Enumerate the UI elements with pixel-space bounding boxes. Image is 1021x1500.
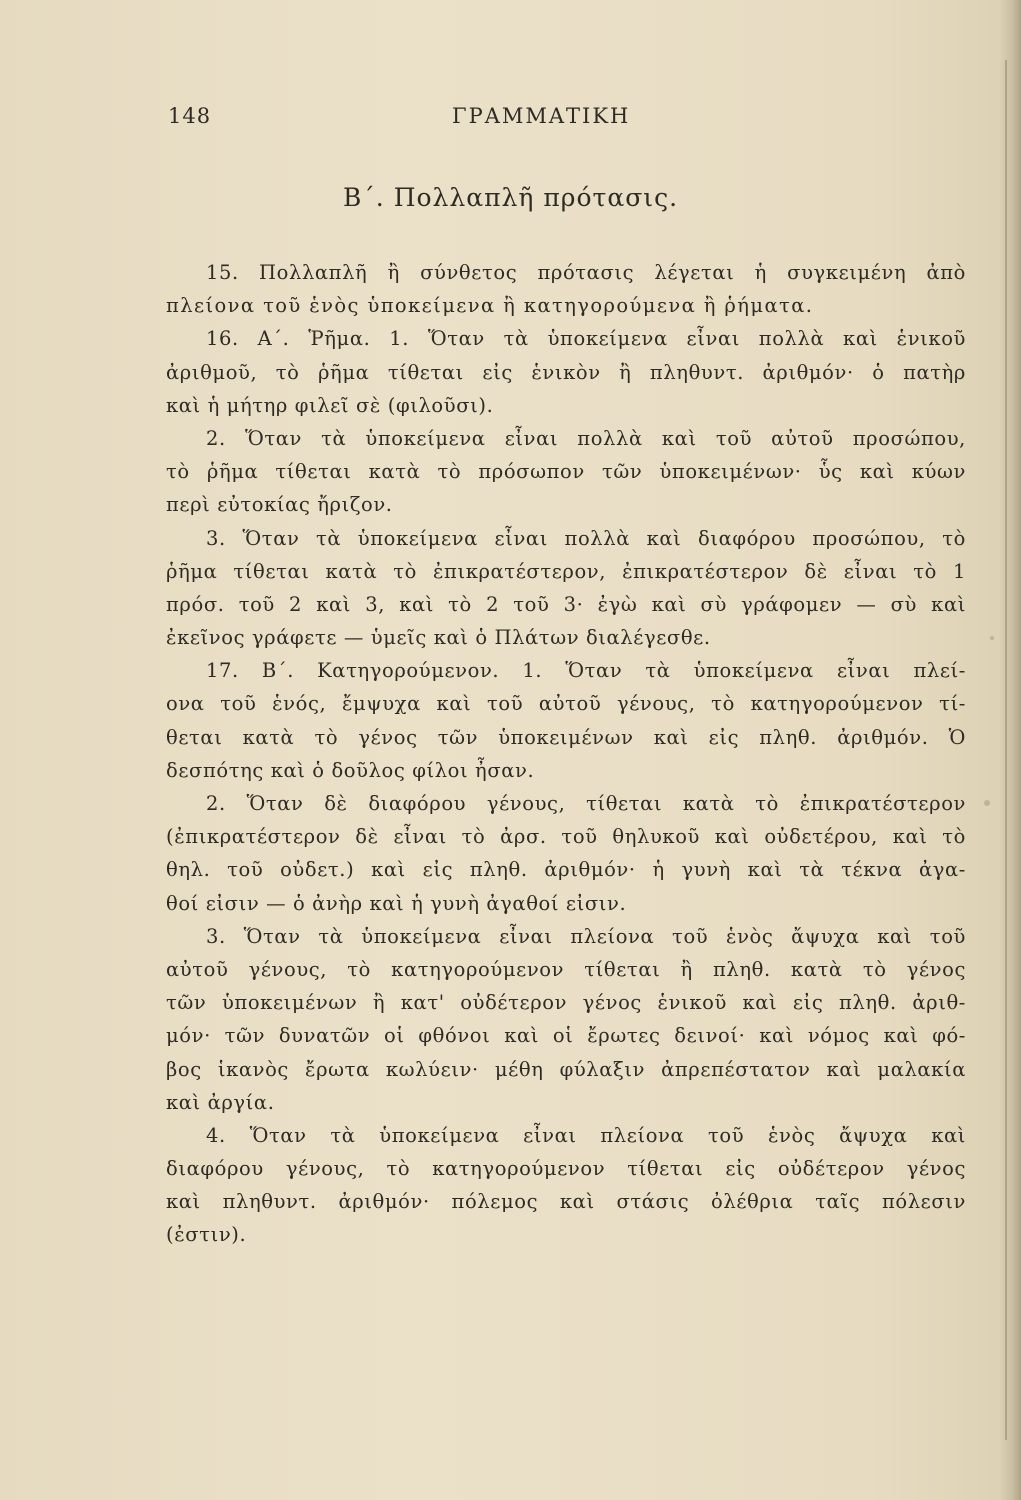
page-edge-shadow [999, 0, 1021, 1500]
section-title: Β΄. Πολλαπλῆ πρότασις. [342, 183, 679, 212]
page-spot [990, 636, 994, 640]
page-header [0, 104, 1021, 134]
text-line: ῥῆμα τίθεται κατὰ τὸ ἐπικρατέστερον, ἐπικρατέστερον δὲ εἶναι τὸ 1 [166, 559, 966, 583]
text-line: ἐκεῖνος γράφετε — ὑμεῖς καὶ ὁ Πλάτων διαλέγεσθε. [166, 626, 711, 650]
text-line: πρόσ. τοῦ 2 καὶ 3, καὶ τὸ 2 τοῦ 3· ἐγὼ καὶ σὺ γράφομεν — σὺ καὶ [166, 592, 966, 616]
text-line: 15. Πολλαπλῆ ἢ σύνθετος πρότασις λέγεται ἡ συγκειμένη ἀπὸ [206, 261, 966, 284]
text-line: καὶ ἡ μήτηρ φιλεῖ σὲ (φιλοῦσι). [166, 393, 494, 417]
text-line: καὶ πληθυντ. ἀριθμόν· πόλεμος καὶ στάσις ὀλέθρια ταῖς πόλεσιν [166, 1190, 966, 1214]
text-line: περὶ εὐτοκίας ἤριζον. [166, 493, 393, 517]
body-text [166, 256, 966, 1252]
text-line: (ἐστιν). [166, 1223, 247, 1247]
text-line: 2. Ὅταν δὲ διαφόρου γένους, τίθεται κατὰ τὸ ἐπικρατέστερον [206, 792, 966, 815]
page-spot [984, 800, 990, 806]
text-line: 2. Ὅταν τὰ ὑποκείμενα εἶναι πολλὰ καὶ τοῦ αὐτοῦ προσώπου, [206, 426, 966, 450]
text-line: θεται κατὰ τὸ γένος τῶν ὑποκειμένων καὶ εἰς πληθ. ἀριθμόν. Ὁ [166, 725, 966, 749]
text-line: 16. Α΄. Ῥῆμα. 1. Ὅταν τὰ ὑποκείμενα εἶναι πολλὰ καὶ ἑνικοῦ [206, 327, 966, 351]
text-line: αὐτοῦ γένους, τὸ κατηγορούμενον τίθεται ἢ πληθ. κατὰ τὸ γένος [166, 957, 966, 981]
corner-mark [0, 0, 30, 14]
text-line: καὶ ἀργία. [166, 1090, 275, 1114]
page-edge-line [1005, 60, 1007, 1440]
text-line: δεσπότης καὶ ὁ δοῦλος φίλοι ἦσαν. [166, 758, 535, 782]
text-line: θηλ. τοῦ οὐδετ.) καὶ εἰς πληθ. ἀριθμόν· ἡ γυνὴ καὶ τὰ τέκνα ἀγα- [166, 858, 966, 882]
text-line: 3. Ὅταν τὰ ὑποκείμενα εἶναι πολλὰ καὶ διαφόρου προσώπου, τὸ [206, 526, 966, 550]
text-line: διαφόρου γένους, τὸ κατηγορούμενον τίθεται εἰς οὐδέτερον γένος [166, 1157, 966, 1181]
text-line: τὸ ῥῆμα τίθεται κατὰ τὸ πρόσωπον τῶν ὑποκειμένων· ὗς καὶ κύων [166, 460, 966, 484]
text-line: βος ἱκανὸς ἔρωτα κωλύειν· μέθη φύλαξιν ἀπρεπέστατον καὶ μαλακία [166, 1057, 966, 1081]
text-line: 3. Ὅταν τὰ ὑποκείμενα εἶναι πλείονα τοῦ ἑνὸς ἄψυχα καὶ τοῦ [206, 924, 966, 948]
text-line: 17. Β΄. Κατηγορούμενον. 1. Ὅταν τὰ ὑποκείμενα εἶναι πλεί- [206, 659, 966, 683]
text-line: (ἐπικρατέστερον δὲ εἶναι τὸ ἀρσ. τοῦ θηλυκοῦ καὶ οὐδετέρου, καὶ τὸ [166, 825, 966, 849]
text-line: μόν· τῶν δυνατῶν οἱ φθόνοι καὶ οἱ ἔρωτες δεινοί· καὶ νόμος καὶ φό- [166, 1024, 966, 1048]
page-number: 148 [168, 104, 212, 128]
text-line: ἀριθμοῦ, τὸ ῥῆμα τίθεται εἰς ἑνικὸν ἢ πληθυντ. ἀριθμόν· ὁ πατὴρ [166, 360, 966, 384]
text-line: πλείονα τοῦ ἑνὸς ὑποκείμενα ἢ κατηγορούμενα ἢ ῥήματα. [166, 294, 814, 318]
running-title: ΓΡΑΜΜΑΤΙΚΗ [452, 104, 631, 128]
text-line: τῶν ὑποκειμένων ἢ κατ' οὐδέτερον γένος ἑνικοῦ καὶ εἰς πληθ. ἀριθ- [166, 991, 966, 1015]
text-line: 4. Ὅταν τὰ ὑποκείμενα εἶναι πλείονα τοῦ ἑνὸς ἄψυχα καὶ [206, 1123, 966, 1147]
text-line: ονα τοῦ ἑνός, ἔμψυχα καὶ τοῦ αὐτοῦ γένους, τὸ κατηγορούμενον τί- [166, 692, 966, 716]
text-line: θοί εἰσιν — ὁ ἀνὴρ καὶ ἡ γυνὴ ἀγαθοί εἰσιν. [166, 891, 627, 915]
